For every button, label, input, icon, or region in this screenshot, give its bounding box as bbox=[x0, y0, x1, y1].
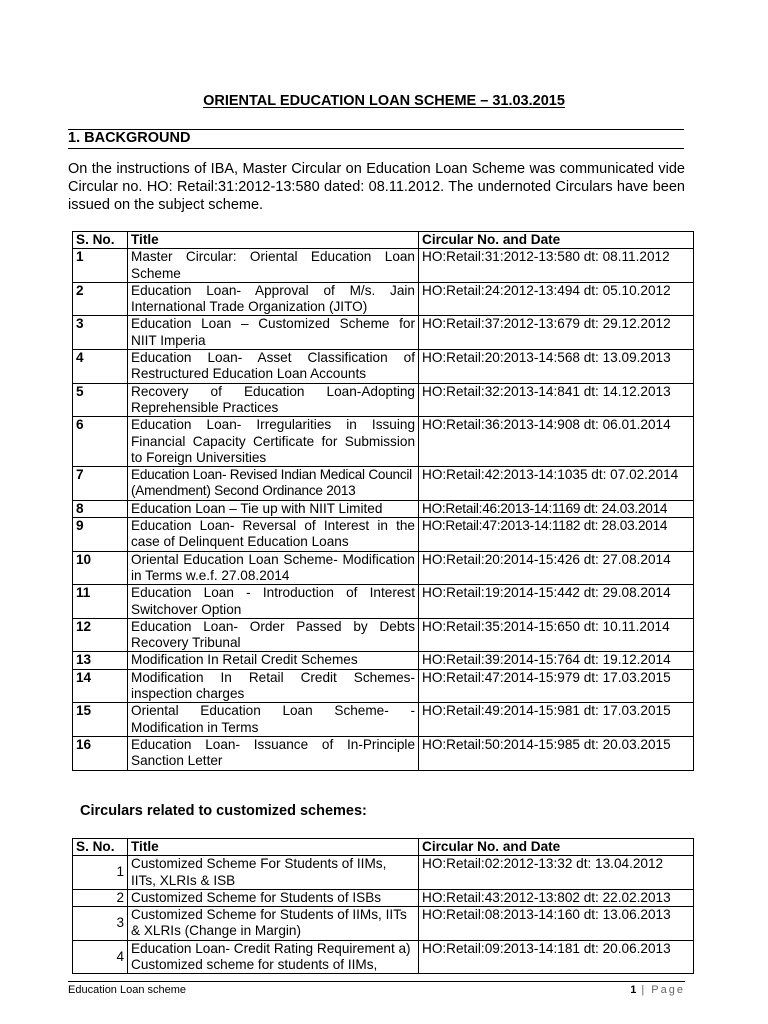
table-row bbox=[73, 383, 694, 417]
cell-title: Education Loan- Reversal of Interest in the case of Delinquent Education Loans bbox=[128, 518, 419, 552]
table-row bbox=[73, 856, 694, 890]
page-label: | Page bbox=[641, 984, 685, 996]
table-row bbox=[73, 518, 694, 552]
cell-circular: HO:Retail:47:2014-15:979 dt: 17.03.2015 bbox=[419, 669, 694, 703]
cell-circular: HO:Retail:32:2013-14:841 dt: 14.12.2013 bbox=[419, 383, 694, 417]
cell-title: Customized Scheme for Students of IIMs, IITs & XLRIs (Change in Margin) bbox=[128, 907, 419, 941]
page-number: 1 bbox=[630, 984, 637, 996]
cell-circular: HO:Retail:50:2014-15:985 dt: 20.03.2015 bbox=[419, 736, 694, 770]
cell-sno: 16 bbox=[73, 736, 128, 770]
cell-title: Education Loan- Asset Classification of Restructured Education Loan Accounts bbox=[128, 350, 419, 384]
table-row bbox=[73, 350, 694, 384]
cell-title: Recovery of Education Loan-Adopting Reprehensible Practices bbox=[128, 383, 419, 417]
page-footer bbox=[68, 981, 685, 996]
cell-sno: 2 bbox=[73, 889, 128, 906]
cell-title: Education Loan- Approval of M/s. Jain International Trade Organization (JITO) bbox=[128, 282, 419, 316]
cell-sno: 5 bbox=[73, 383, 128, 417]
cell-sno: 3 bbox=[73, 907, 128, 941]
intro-paragraph: On the instructions of IBA, Master Circular on Education Loan Scheme was communicated vide Circular no. HO: Retail:31:2012-13:580 dated: 08.11.2012. The undernoted Circulars have been issued on the subject scheme. bbox=[68, 161, 685, 214]
cell-title: Customized Scheme For Students of IIMs, IITs, XLRIs & ISB bbox=[128, 856, 419, 890]
cell-title: Education Loan - Introduction of Interest Switchover Option bbox=[128, 585, 419, 619]
table-row bbox=[73, 703, 694, 737]
table-row bbox=[73, 669, 694, 703]
customized-schemes-heading: Circulars related to customized schemes: bbox=[80, 803, 367, 819]
customized-schemes-table bbox=[72, 838, 694, 974]
table-row bbox=[73, 889, 694, 906]
footer-document-name: Education Loan scheme bbox=[68, 984, 187, 996]
cell-circular: HO:Retail:49:2014-15:981 dt: 17.03.2015 bbox=[419, 703, 694, 737]
cell-circular: HO:Retail:47:2013-14:1182 dt: 28.03.2014 bbox=[419, 518, 694, 552]
table-row bbox=[73, 417, 694, 467]
table-row bbox=[73, 500, 694, 517]
table-header-row bbox=[73, 232, 694, 249]
column-header-title: Title bbox=[128, 232, 419, 249]
section-heading-background: 1. BACKGROUND bbox=[68, 129, 684, 149]
table-row bbox=[73, 282, 694, 316]
column-header-circular: Circular No. and Date bbox=[419, 839, 694, 856]
cell-circular: HO:Retail:42:2013-14:1035 dt: 07.02.2014 bbox=[419, 467, 694, 501]
cell-sno: 9 bbox=[73, 518, 128, 552]
cell-sno: 12 bbox=[73, 618, 128, 652]
table-row bbox=[73, 551, 694, 585]
cell-circular: HO:Retail:39:2014-15:764 dt: 19.12.2014 bbox=[419, 652, 694, 669]
cell-sno: 14 bbox=[73, 669, 128, 703]
cell-sno: 2 bbox=[73, 282, 128, 316]
cell-sno: 8 bbox=[73, 500, 128, 517]
cell-title: Oriental Education Loan Scheme- Modification in Terms w.e.f. 27.08.2014 bbox=[128, 551, 419, 585]
footer-page-indicator bbox=[630, 984, 685, 996]
cell-sno: 10 bbox=[73, 551, 128, 585]
table-row bbox=[73, 316, 694, 350]
cell-sno: 6 bbox=[73, 417, 128, 467]
cell-sno: 7 bbox=[73, 467, 128, 501]
cell-sno: 4 bbox=[73, 350, 128, 384]
column-header-sno: S. No. bbox=[73, 232, 128, 249]
document-title: ORIENTAL EDUCATION LOAN SCHEME – 31.03.2015 bbox=[203, 93, 565, 109]
cell-sno: 1 bbox=[73, 249, 128, 283]
cell-sno: 3 bbox=[73, 316, 128, 350]
cell-title: Education Loan – Tie up with NIIT Limited bbox=[128, 500, 419, 517]
column-header-title: Title bbox=[128, 839, 419, 856]
cell-circular: HO:Retail:36:2013-14:908 dt: 06.01.2014 bbox=[419, 417, 694, 467]
cell-circular: HO:Retail:37:2012-13:679 dt: 29.12.2012 bbox=[419, 316, 694, 350]
cell-circular: HO:Retail:20:2014-15:426 dt: 27.08.2014 bbox=[419, 551, 694, 585]
table-header-row bbox=[73, 839, 694, 856]
cell-title: Modification In Retail Credit Schemes bbox=[128, 652, 419, 669]
cell-circular: HO:Retail:24:2012-13:494 dt: 05.10.2012 bbox=[419, 282, 694, 316]
cell-sno: 13 bbox=[73, 652, 128, 669]
cell-title: Education Loan- Irregularities in Issuing Financial Capacity Certificate for Submission to Foreign Universities bbox=[128, 417, 419, 467]
table-row bbox=[73, 467, 694, 501]
cell-circular: HO:Retail:20:2013-14:568 dt: 13.09.2013 bbox=[419, 350, 694, 384]
cell-title: Education Loan- Issuance of In-Principle Sanction Letter bbox=[128, 736, 419, 770]
cell-title: Education Loan – Customized Scheme for NIIT Imperia bbox=[128, 316, 419, 350]
cell-circular: HO:Retail:46:2013-14:1169 dt: 24.03.2014 bbox=[419, 500, 694, 517]
table-row bbox=[73, 907, 694, 941]
cell-circular: HO:Retail:19:2014-15:442 dt: 29.08.2014 bbox=[419, 585, 694, 619]
cell-sno: 11 bbox=[73, 585, 128, 619]
column-header-sno: S. No. bbox=[73, 839, 128, 856]
column-header-circular: Circular No. and Date bbox=[419, 232, 694, 249]
cell-title: Education Loan- Credit Rating Requirement a) Customized scheme for students of IIMs, bbox=[128, 940, 419, 974]
cell-circular: HO:Retail:08:2013-14:160 dt: 13.06.2013 bbox=[419, 907, 694, 941]
cell-title: Modification In Retail Credit Schemes- inspection charges bbox=[128, 669, 419, 703]
cell-title: Master Circular: Oriental Education Loan Scheme bbox=[128, 249, 419, 283]
cell-sno: 1 bbox=[73, 856, 128, 890]
cell-circular: HO:Retail:31:2012-13:580 dt: 08.11.2012 bbox=[419, 249, 694, 283]
table-row bbox=[73, 940, 694, 974]
cell-title: Education Loan- Revised Indian Medical Council (Amendment) Second Ordinance 2013 bbox=[128, 467, 419, 501]
cell-title: Oriental Education Loan Scheme- - Modification in Terms bbox=[128, 703, 419, 737]
cell-circular: HO:Retail:09:2013-14:181 dt: 20.06.2013 bbox=[419, 940, 694, 974]
cell-title: Customized Scheme for Students of ISBs bbox=[128, 889, 419, 906]
cell-title: Education Loan- Order Passed by Debts Recovery Tribunal bbox=[128, 618, 419, 652]
table-row bbox=[73, 736, 694, 770]
table-row bbox=[73, 249, 694, 283]
cell-sno: 15 bbox=[73, 703, 128, 737]
cell-circular: HO:Retail:43:2012-13:802 dt: 22.02.2013 bbox=[419, 889, 694, 906]
cell-sno: 4 bbox=[73, 940, 128, 974]
table-row bbox=[73, 652, 694, 669]
circulars-table bbox=[72, 231, 694, 771]
table-row bbox=[73, 618, 694, 652]
cell-circular: HO:Retail:02:2012-13:32 dt: 13.04.2012 bbox=[419, 856, 694, 890]
cell-circular: HO:Retail:35:2014-15:650 dt: 10.11.2014 bbox=[419, 618, 694, 652]
table-row bbox=[73, 585, 694, 619]
